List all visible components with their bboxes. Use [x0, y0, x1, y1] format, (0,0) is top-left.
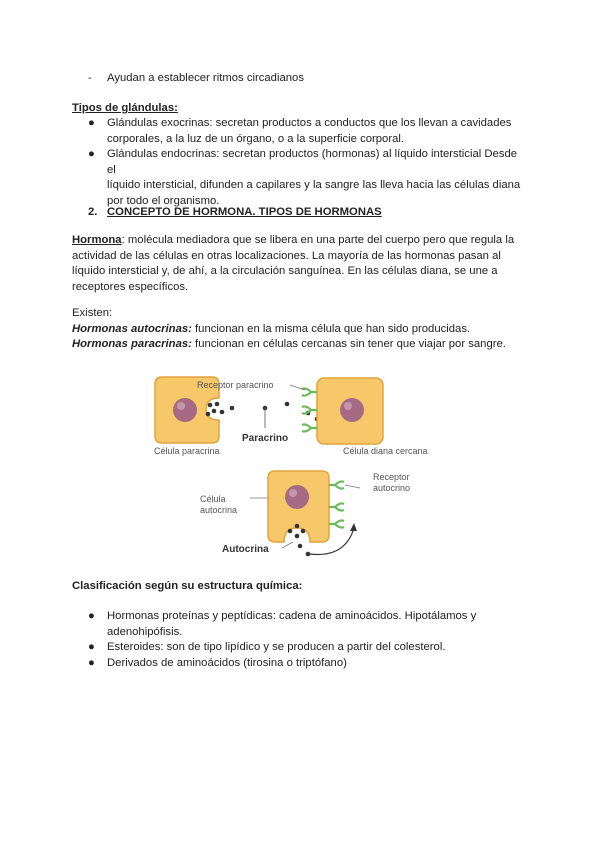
bullet-icon: ●: [88, 641, 95, 653]
autocrine-receptors: [329, 481, 344, 527]
nucleus: [173, 398, 197, 422]
tipos-list: [88, 116, 528, 209]
list-item-line: Derivados de aminoácidos (tirosina o triptófano): [107, 656, 347, 669]
section-2-heading: [88, 205, 382, 221]
paracrinas-text: funcionan en células cercanas sin tener que viajar por sangre.: [191, 338, 506, 350]
celula-paracrina-label: Célula paracrina: [154, 446, 220, 456]
secreted-hormones: [206, 395, 333, 422]
autocrine-cell: [268, 471, 329, 542]
clasificacion-list: [88, 609, 528, 671]
list-item-line: Glándulas exocrinas: secretan productos a conductos que los llevan a cavidades: [107, 117, 512, 129]
celula-autocrina-label-2: autocrina: [200, 505, 238, 515]
list-item-line: Glándulas endocrinas: secretan productos (hormonas) al líquido intersticial Desde el: [107, 148, 518, 176]
celula-diana-label: Célula diana cercana: [343, 446, 428, 456]
bullet-icon: ●: [88, 656, 95, 669]
definition-line: actividad de las células en otras localizaciones. La mayoría de las hormonas pasan al: [72, 249, 501, 262]
list-item: [88, 640, 528, 656]
definition-text: : molécula mediadora que se libera en una parte del cuerpo pero que regula la: [121, 234, 515, 246]
receptor-autocrino-label-2: autocrino: [373, 483, 411, 493]
target-cell: [317, 378, 383, 444]
list-item-line: adenohipófisis.: [107, 625, 183, 638]
hormona-term: Hormona: [72, 234, 122, 246]
tipos-heading: Tipos de glándulas:: [72, 102, 178, 114]
nucleus: [340, 398, 364, 422]
list-item-line: Esteroides: son de tipo lipídico y se producen a partir del colesterol.: [107, 641, 446, 653]
definition-line: receptores específicos.: [72, 280, 189, 293]
existen-intro: Existen:: [72, 307, 113, 319]
list-item: [88, 609, 528, 640]
bullet-icon: ●: [88, 610, 95, 622]
section-title: CONCEPTO DE HORMONA. TIPOS DE HORMONAS: [107, 206, 382, 218]
existen-block: [72, 306, 532, 353]
receptor-autocrino-label-1: Receptor: [373, 472, 410, 482]
hormona-definition: [72, 233, 532, 295]
receptor-paracrino-label: Receptor paracrino: [197, 380, 274, 390]
paracrine-receptors: [302, 388, 317, 431]
bullet-icon: ●: [88, 117, 95, 129]
celula-autocrina-label-1: Célula: [200, 494, 226, 504]
paracrino-label: Paracrino: [242, 433, 289, 444]
paracrinas-term: Hormonas paracrinas:: [72, 338, 192, 350]
autocrina-label: Autocrina: [222, 544, 269, 555]
list-item-line: corporales, a la luz de un órgano, o a la superficie corporal.: [107, 132, 405, 145]
bullet-icon: ●: [88, 148, 95, 160]
list-item-line: líquido intersticial, difunden a capilares y la sangre las lleva hacia las células diana: [107, 179, 521, 191]
dash-marker: -: [88, 72, 92, 84]
definition-line: líquido intersticial y, de ahí, a la circulación sanguínea. En las células diana, se une a: [72, 265, 498, 277]
list-item-line: Hormonas proteínas y peptídicas: cadena de aminoácidos. Hipotálamos y: [107, 610, 477, 622]
list-item: [88, 147, 528, 209]
list-item: [88, 116, 528, 147]
arrowhead-icon: [350, 523, 357, 531]
autocrinas-term: Hormonas autocrinas:: [72, 322, 192, 335]
section-number: 2.: [88, 206, 98, 218]
autocrinas-text: funcionan en la misma célula que han sido producidas.: [191, 322, 471, 335]
list-item: [88, 656, 528, 672]
list-item-line: por todo el organismo.: [107, 194, 220, 207]
dash-item-text: Ayudan a establecer ritmos circadianos: [107, 72, 304, 84]
clasificacion-heading: Clasificación según su estructura química:: [72, 580, 303, 592]
hormone-signaling-figure: [150, 370, 450, 560]
nucleus: [285, 485, 309, 509]
